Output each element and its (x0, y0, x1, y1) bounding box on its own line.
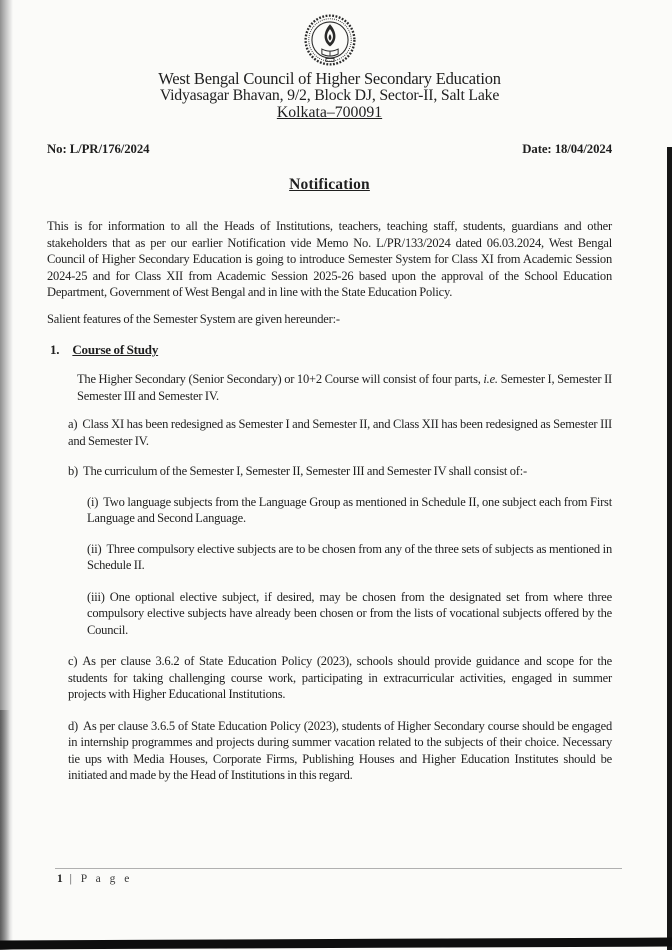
section-intro-paragraph (77, 371, 612, 404)
item-label: (iii) (87, 589, 105, 604)
section-heading-course-of-study (50, 341, 612, 359)
ref-number: No: L/PR/176/2024 (47, 142, 150, 156)
list-item-c (68, 653, 612, 703)
list-item-d (68, 718, 612, 784)
item-text: One optional elective subject, if desired, may be chosen from the designated set from where three compulsory elective subjects have already been chosen or from the lists of vocational subjects offered by the Council. (87, 589, 612, 637)
item-text: The curriculum of the Semester I, Semester II, Semester III and Semester IV shall consist of:- (83, 464, 527, 478)
list-item-iii (87, 589, 612, 639)
section-intro-post: Semester I, Semester II Semester III and Semester IV. (77, 372, 612, 403)
list-item-i (87, 494, 612, 527)
item-text: Class XI has been redesigned as Semester I and Semester II, and Class XII has been redesigned as Semester III and Semester IV. (68, 417, 612, 448)
page-word: | P a g e (69, 873, 133, 885)
wbchse-seal-icon (301, 12, 359, 68)
item-label: b) (68, 464, 79, 478)
item-label: (i) (87, 494, 99, 509)
memo-meta-row (47, 141, 612, 157)
list-item-b (68, 463, 612, 480)
scan-left-edge-artifact (0, 0, 13, 950)
section-number: 1. (50, 342, 60, 357)
list-item-ii (87, 541, 612, 574)
item-label: d) (68, 718, 79, 733)
page-number: 1 (57, 873, 64, 885)
item-label: a) (68, 417, 78, 431)
footer-divider (55, 868, 622, 869)
org-name: West Bengal Council of Higher Secondary Education (158, 69, 501, 88)
issue-date: Date: 18/04/2024 (522, 142, 612, 156)
scan-bottom-band-artifact (0, 938, 672, 950)
salient-features-line: Salient features of the Semester System are given hereunder:- (47, 311, 340, 326)
item-text: As per clause 3.6.5 of State Education Policy (2023), students of Higher Secondary course should be engaged in internship programmes and projects during summer vacation related to the subjects of their choice. Necessary tie ups with Media Houses, Corporate Firms, Publishing Houses and Higher Education Institutes should be initiated and made by the Head of Institutions in this regard. (68, 718, 612, 782)
item-text: Three compulsory elective subjects are to be chosen from any of the three sets of subjects as mentioned in Schedule II. (87, 541, 612, 572)
letterhead (47, 12, 612, 121)
item-label: c) (68, 654, 78, 668)
scan-right-edge-artifact (667, 147, 672, 950)
notification-title: Notification (289, 176, 370, 193)
section-heading-text: Course of Study (72, 342, 159, 357)
section-intro-italic: i.e. (483, 372, 498, 386)
section-intro-pre: The Higher Secondary (Senior Secondary) or 10+2 Course will consist of four parts, (77, 372, 484, 386)
item-text: As per clause 3.6.2 of State Education Policy (2023), schools should provide guidance and scope for the students for taking challenging course work, participating in extracurricular activities, engaged in summer projects with Higher Educational Institutions. (68, 654, 612, 701)
page-footer-label (57, 873, 132, 885)
notification-body (47, 218, 612, 784)
list-item-a (68, 416, 612, 449)
address-line: Vidyasagar Bhavan, 9/2, Block DJ, Sector-II, Salt Lake (159, 87, 500, 104)
item-label: (ii) (87, 541, 102, 556)
document-content (47, 0, 612, 797)
city-line: Kolkata–700091 (276, 104, 383, 121)
item-text: Two language subjects from the Language Group as mentioned in Schedule II, one subject each from First Language and Second Language. (87, 494, 612, 525)
intro-paragraph: This is for information to all the Heads of Institutions, teachers, teaching staff, students, guardians and other stakeholders that as per our earlier Notification vide Memo No. L/PR/133/2024 dated 06.03.2024, West Bengal Council of Higher Secondary Education is going to introduce Semester System for Class XI from Academic Session 2024-25 and for Class XII from Academic Session 2025-26 based upon the approval of the School Education Department, Government of West Bengal and in line with the State Education Policy. (47, 219, 612, 299)
